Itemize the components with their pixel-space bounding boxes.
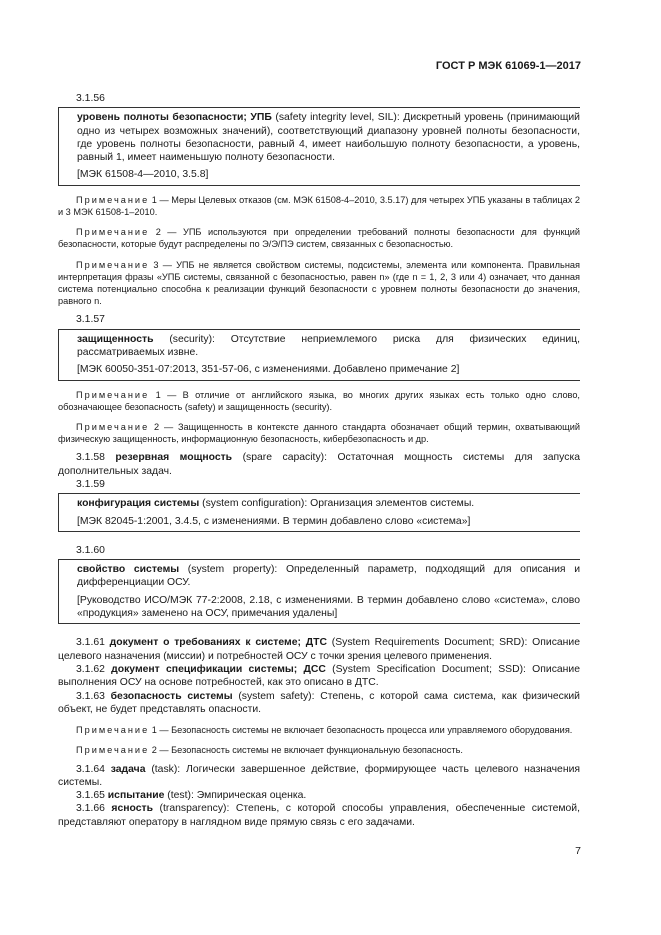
term-title: свойство системы [77, 564, 180, 576]
term-title: документ о требованиях к системе; ДТС [109, 637, 327, 649]
term-box [58, 107, 580, 185]
page-content [58, 92, 580, 829]
term-paragraph: 3.1.63 безопасность системы (system safety): Степень, с которой сама система, как физический объект, не будет представлять опасности. [58, 690, 580, 715]
term-source: [Руководство ИСО/МЭК 77-2:2008, 2.18, с изменениями. В термин добавлено слово «система», слово «продукция» заменено на ОСУ, примечания удалены] [77, 594, 580, 620]
term-paragraph: 3.1.66 ясность (transparency): Степень, с которой способы управления, обеспеченные системой, представляют оператору в наглядном виде прямую связь с его задачами. [58, 803, 580, 828]
note: Примечание 1 — В отличие от английского языка, во многих других языках есть только одно слово, обозначающее безопасность (safety) и защищенность (security). [58, 389, 580, 412]
term-definition: (system configuration): Организация элементов системы. [199, 498, 475, 510]
term-source: [МЭК 60050-351-07:2013, 351-57-06, с изменениями. Добавлено примечание 2] [77, 364, 460, 376]
term-box [58, 329, 580, 381]
clause-number: 3.1.57 [76, 314, 105, 326]
term-title: уровень полноты безопасности; УПБ [77, 112, 272, 124]
note: Примечание 1 — Меры Целевых отказов (см. МЭК 61508-4–2010, 3.5.17) для четырех УПБ указаны в таблицах 2 и 3 МЭК 61508-1–2010. [58, 194, 580, 217]
term-box [58, 559, 580, 624]
term-title: резервная мощность [115, 452, 233, 464]
clause-number: 3.1.60 [76, 544, 105, 556]
clause-number: 3.1.59 [76, 479, 105, 490]
term-paragraph: 3.1.61 документ о требованиях к системе; ДТС (System Requirements Document; SRD): Описание целевого назначения (миссии) и потребностей ОСУ с точки зрения целевого применения. [58, 637, 580, 662]
page-number: 7 [575, 845, 581, 857]
term-source: [МЭК 82045-1:2001, 3.4.5, с изменениями. В термин добавлено слово «система»] [77, 515, 471, 527]
note: Примечание 1 — Безопасность системы не включает безопасность процесса или управляемого оборудования. [76, 725, 573, 736]
term-title: задача [110, 763, 146, 775]
note: Примечание 2 — Безопасность системы не включает функциональную безопасность. [76, 745, 463, 756]
document-header: ГОСТ Р МЭК 61069-1—2017 [435, 60, 581, 72]
note: Примечание 2 — УПБ используются при определении требований полноты безопасности для функций безопасности, которые будут распределены по Э/Э/ПЭ систем, связанных с безопасностью. [58, 227, 580, 250]
note: Примечание 2 — Защищенность в контексте данного стандарта обозначает общий термин, охватывающий физическую защищенность, информационную безопасность, кибербезопасность и др. [58, 422, 580, 445]
term-definition: (security): Отсутствие неприемлемого риска для физических единиц, рассматриваемых извне. [77, 333, 580, 358]
term-title: конфигурация системы [77, 498, 200, 510]
term-title: документ спецификации системы; ДСС [111, 663, 326, 675]
term-paragraph: 3.1.62 документ спецификации системы; ДСС (System Specification Document; SSD): Описание выполнения ОСУ на основе потребностей, как это описано в ДТС. [58, 663, 580, 689]
term-definition: (safety integrity level, SIL): Дискретный уровень (принимающий одно из четырех возможных значений), соответствующий диапазону уровней полноты безопасности, где уровень полноты безопасности, равный 4, имеет наибольшую полноту безопасности, а уровень, равный 1, имеет наименьшую полноту безопасности. [77, 112, 580, 164]
term-source: [МЭК 61508-4—2010, 3.5.8] [77, 169, 209, 181]
term-title: защищенность [77, 333, 154, 345]
term-box [58, 493, 580, 532]
term-title: ясность [111, 803, 153, 815]
term-definition: (system property): Определенный параметр, подходящий для описания и дифференциации ОСУ. [77, 564, 581, 589]
term-paragraph: 3.1.65 испытание (test): Эмпирическая оценка. [76, 790, 307, 802]
term-paragraph: 3.1.64 задача (task): Логически завершенное действие, формирующее часть целевого назначения системы. [58, 763, 580, 788]
term-title: испытание [107, 790, 165, 802]
clause-number: 3.1.56 [76, 93, 105, 104]
term-title: безопасность системы [110, 690, 233, 702]
note: Примечание 3 — УПБ не является свойством системы, подсистемы, элемента или компонента. Правильная интерпретация фразы «УПБ системы, связанной с безопасностью, равен n» (где n = 1, 2, 3 или 4) означает, что данная система потенциально способна к реализации функций безопасности с уровнем полноты безопасности до значения, равного n. [58, 259, 580, 307]
term-paragraph: 3.1.58 резервная мощность (spare capacity): Остаточная мощность системы для запуска дополнительных задач. [58, 452, 580, 477]
